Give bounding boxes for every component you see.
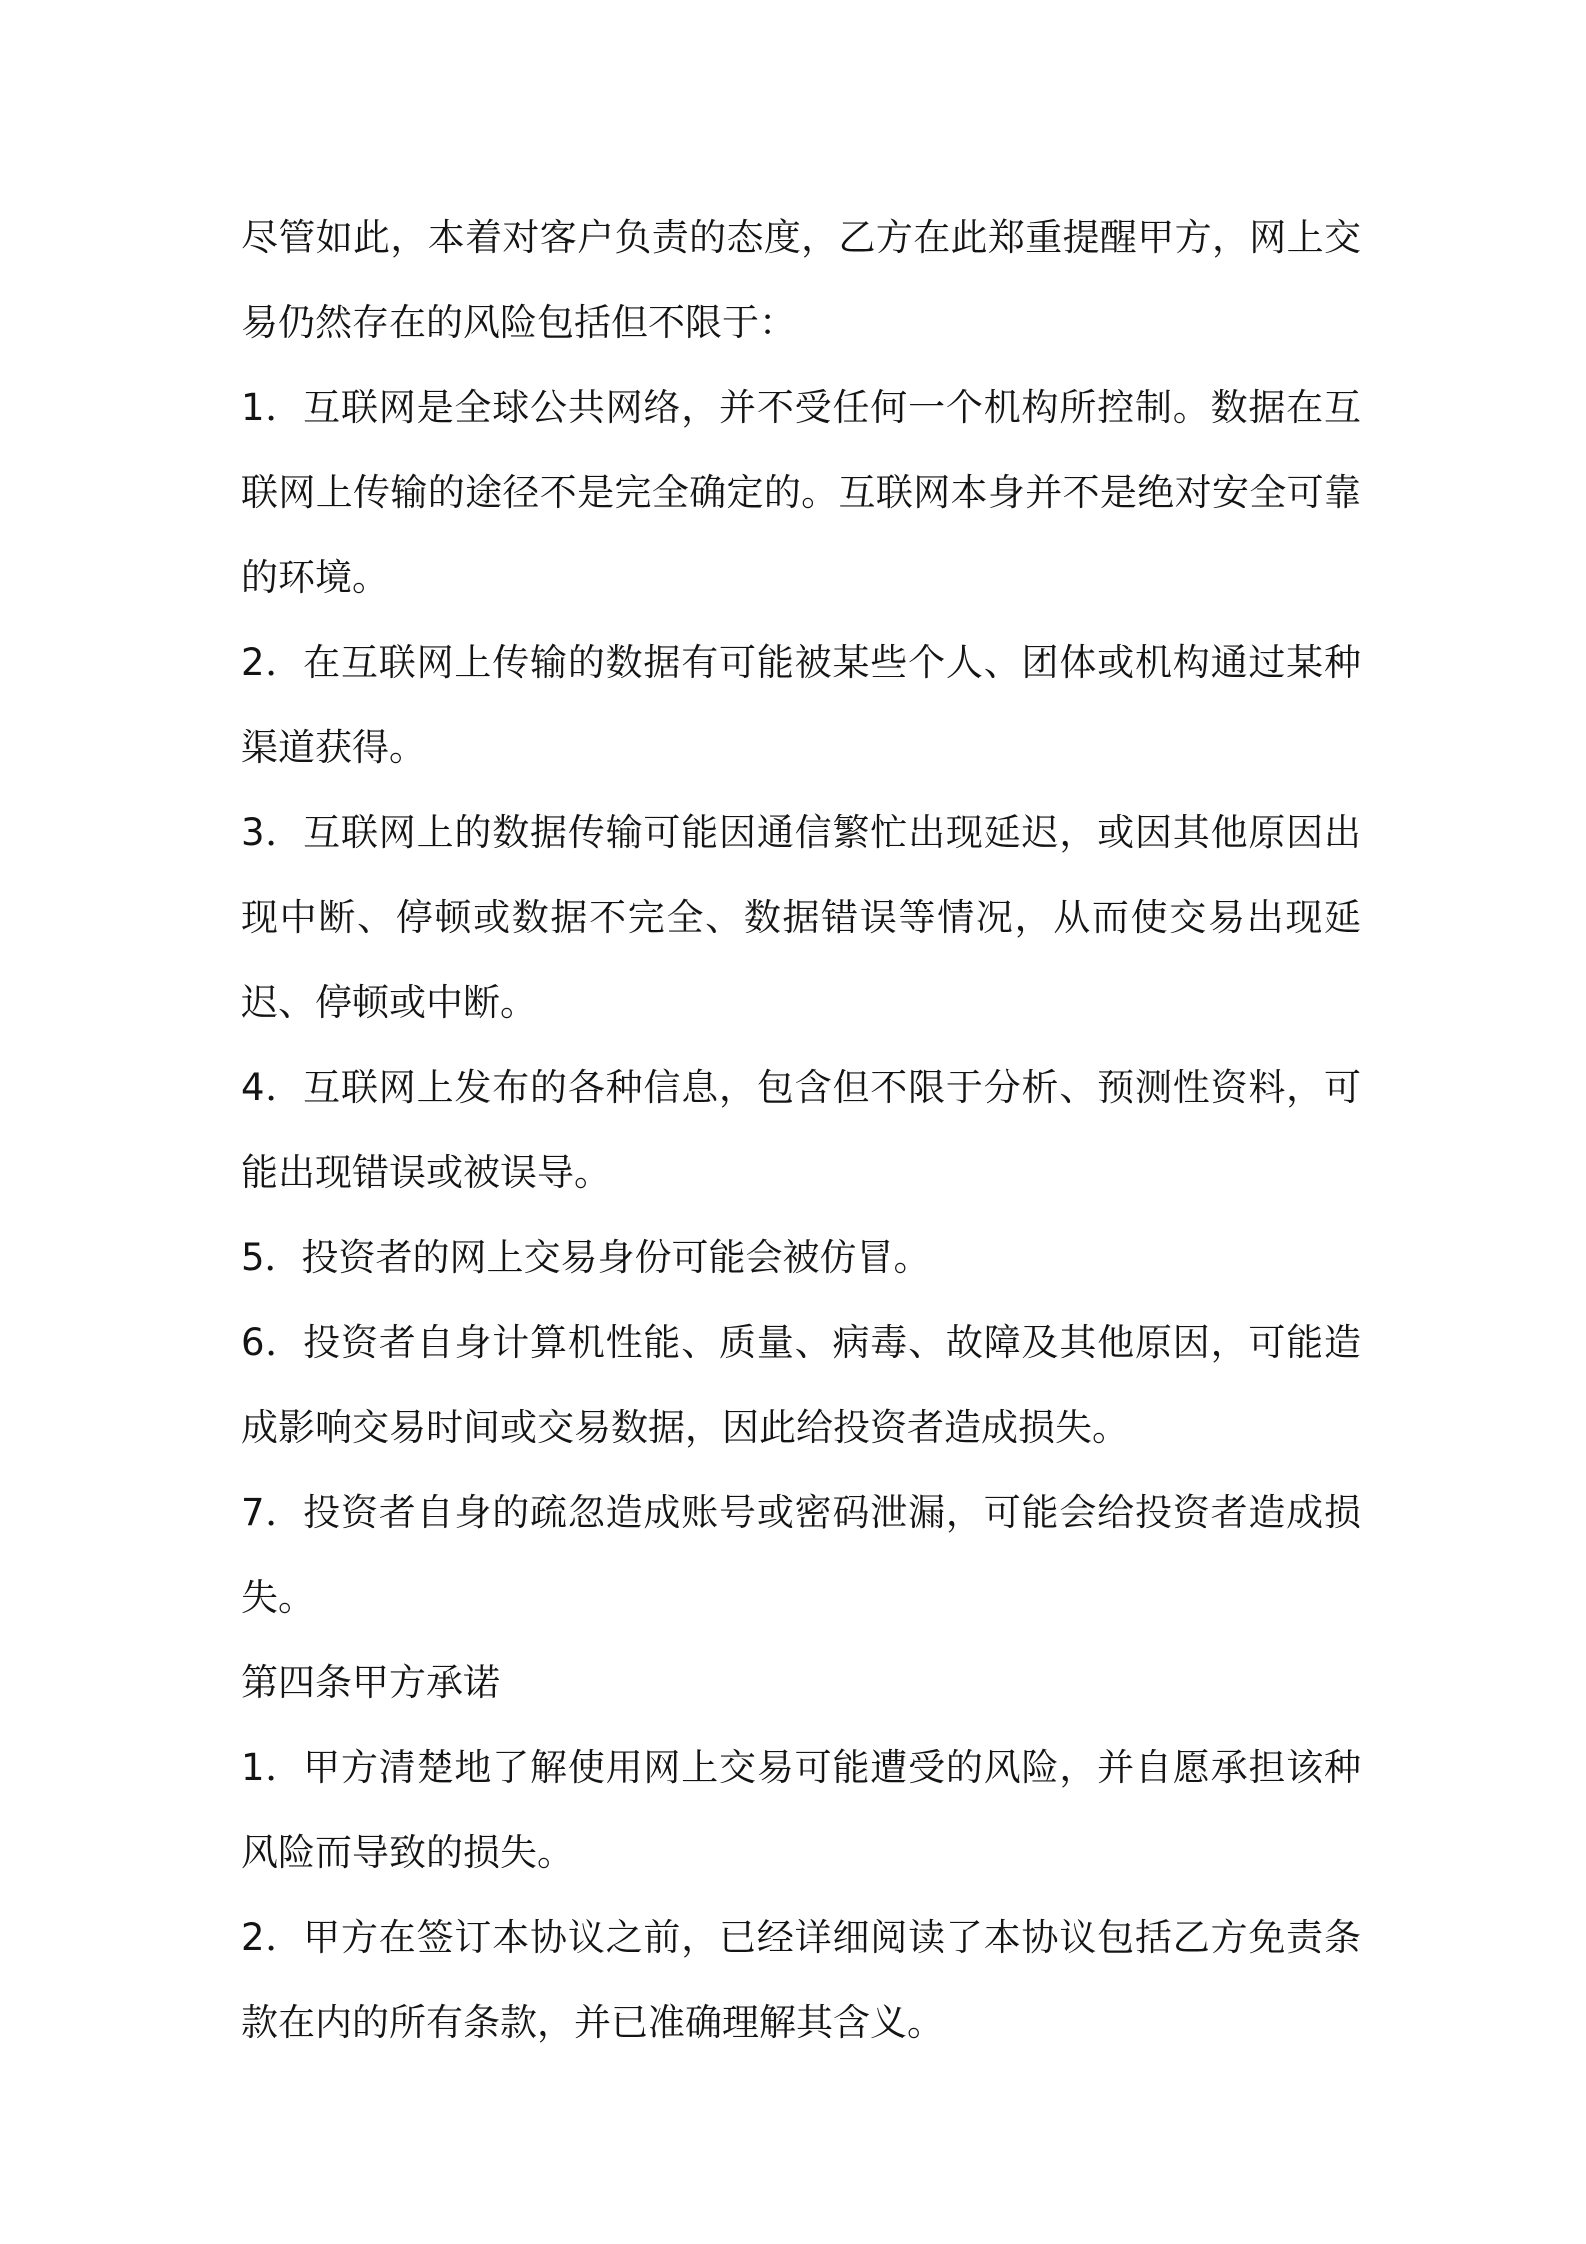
paragraph-risk-4: 4．互联网上发布的各种信息，包含但不限于分析、预测性资料，可能出现错误或被误导。 <box>241 1066 1361 1194</box>
paragraph-risk-1: 1．互联网是全球公共网络，并不受任何一个机构所控制。数据在互联网上传输的途径不是完全确定的。互联网本身并不是绝对安全可靠的环境。 <box>241 386 1361 599</box>
document-page <box>241 195 1361 2065</box>
paragraph-commitment-2: 2．甲方在签订本协议之前，已经详细阅读了本协议包括乙方免责条款在内的所有条款，并已准确理解其含义。 <box>241 1916 1361 2044</box>
paragraph-risk-6: 6．投资者自身计算机性能、质量、病毒、故障及其他原因，可能造成影响交易时间或交易数据，因此给投资者造成损失。 <box>241 1321 1361 1449</box>
paragraph-commitment-1: 1．甲方清楚地了解使用网上交易可能遭受的风险，并自愿承担该种风险而导致的损失。 <box>241 1746 1361 1874</box>
paragraph-risk-5: 5．投资者的网上交易身份可能会被仿冒。 <box>241 1236 931 1279</box>
paragraph-risk-7: 7．投资者自身的疏忽造成账号或密码泄漏，可能会给投资者造成损失。 <box>241 1491 1361 1619</box>
paragraph-risk-2: 2．在互联网上传输的数据有可能被某些个人、团体或机构通过某种渠道获得。 <box>241 641 1361 769</box>
paragraph-risk-3: 3．互联网上的数据传输可能因通信繁忙出现延迟，或因其他原因出现中断、停顿或数据不完全、数据错误等情况，从而使交易出现延迟、停顿或中断。 <box>241 811 1361 1024</box>
paragraph-intro: 尽管如此，本着对客户负责的态度，乙方在此郑重提醒甲方，网上交易仍然存在的风险包括但不限于： <box>241 216 1361 344</box>
section-heading-article-4: 第四条甲方承诺 <box>241 1661 500 1704</box>
